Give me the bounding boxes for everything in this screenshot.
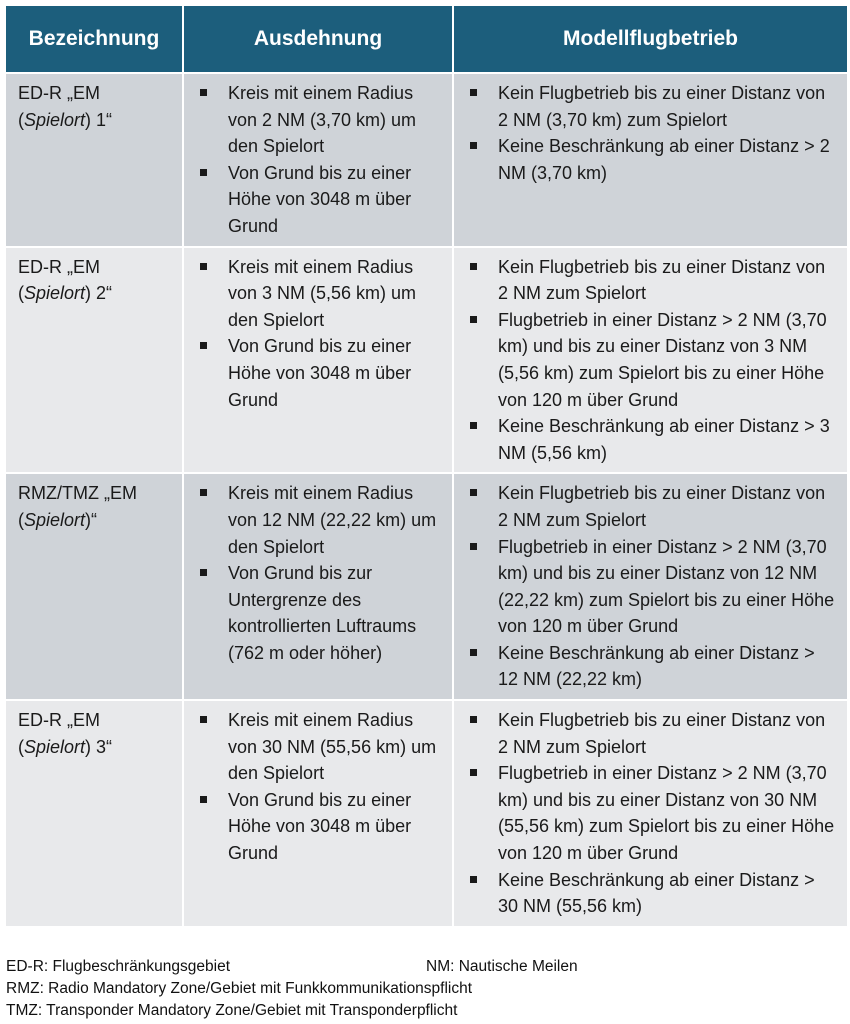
operation-cell [453, 247, 848, 474]
table-row [5, 73, 848, 247]
list-item: Kreis mit einem Radius von 2 NM (3,70 km) um den Spielort [196, 80, 444, 160]
list-item: Kein Flugbetrieb bis zu einer Distanz von 2 NM (3,70 km) zum Spielort [466, 80, 839, 133]
table-row [5, 247, 848, 474]
extent-cell [183, 247, 453, 474]
list-item: Keine Beschränkung ab einer Distanz > 12 NM (22,22 km) [466, 640, 839, 693]
zone-name-prefix: ED-R „EM ( [18, 256, 100, 304]
zone-name-suffix: ) 3“ [85, 736, 113, 757]
extent-cell [183, 73, 453, 247]
zone-name-cell [5, 247, 183, 474]
list-item: Kreis mit einem Radius von 12 NM (22,22 km) um den Spielort [196, 480, 444, 560]
footnote-rmz: RMZ: Radio Mandatory Zone/Gebiet mit Funkkommunikationspflicht [6, 980, 473, 997]
list-item: Flugbetrieb in einer Distanz > 2 NM (3,70 km) und bis zu einer Distanz von 30 NM (55,56 km) zum Spielort bis zu einer Höhe von 120 m über Grund [466, 760, 839, 866]
operation-cell [453, 700, 848, 927]
list-item: Von Grund bis zur Untergrenze des kontrollierten Luftraums (762 m oder höher) [196, 560, 444, 666]
zone-name-suffix: ) 1“ [85, 109, 113, 130]
header-ausdehnung: Ausdehnung [183, 5, 453, 73]
extent-cell [183, 700, 453, 927]
zone-name-prefix: ED-R „EM ( [18, 83, 100, 130]
header-modellflugbetrieb: Modellflugbetrieb [453, 5, 848, 73]
list-item: Von Grund bis zu einer Höhe von 3048 m über Grund [196, 333, 444, 413]
list-item: Kein Flugbetrieb bis zu einer Distanz von 2 NM zum Spielort [466, 480, 839, 533]
zone-name-italic: Spielort [24, 283, 86, 304]
zone-name-cell [5, 73, 183, 247]
list-item: Flugbetrieb in einer Distanz > 2 NM (3,70 km) und bis zu einer Distanz von 12 NM (22,22 km) zum Spielort bis zu einer Höhe von 120 m über Grund [466, 534, 839, 640]
operation-cell [453, 73, 848, 247]
zone-name-prefix: ED-R „EM ( [18, 710, 100, 757]
list-item: Von Grund bis zu einer Höhe von 3048 m über Grund [196, 160, 444, 240]
header-row [5, 5, 848, 73]
zone-name-suffix: )“ [85, 509, 98, 530]
zone-name-suffix: ) 2“ [85, 283, 113, 304]
airspace-table [4, 4, 849, 928]
operation-cell [453, 473, 848, 700]
extent-cell [183, 473, 453, 700]
list-item: Keine Beschränkung ab einer Distanz > 30 NM (55,56 km) [466, 867, 839, 920]
zone-name-cell [5, 700, 183, 927]
list-item: Keine Beschränkung ab einer Distanz > 3 NM (5,56 km) [466, 413, 839, 466]
footnotes [6, 956, 846, 1022]
zone-name-italic: Spielort [24, 509, 86, 530]
zone-name-cell [5, 473, 183, 700]
header-bezeichnung: Bezeichnung [5, 5, 183, 73]
zone-name-italic: Spielort [24, 736, 86, 757]
footnote-nm: NM: Nautische Meilen [426, 958, 578, 975]
footnote-line [6, 956, 846, 978]
zone-name-italic: Spielort [24, 109, 86, 130]
list-item: Flugbetrieb in einer Distanz > 2 NM (3,70 km) und bis zu einer Distanz von 3 NM (5,56 km) zum Spielort bis zu einer Höhe von 120 m über Grund [466, 307, 839, 413]
list-item: Kein Flugbetrieb bis zu einer Distanz von 2 NM zum Spielort [466, 254, 839, 307]
table-row [5, 473, 848, 700]
list-item: Kreis mit einem Radius von 30 NM (55,56 km) um den Spielort [196, 707, 444, 787]
footnote-tmz: TMZ: Transponder Mandatory Zone/Gebiet mit Transponderpflicht [6, 1002, 458, 1019]
list-item: Kreis mit einem Radius von 3 NM (5,56 km) um den Spielort [196, 254, 444, 334]
list-item: Von Grund bis zu einer Höhe von 3048 m über Grund [196, 787, 444, 867]
list-item: Keine Beschränkung ab einer Distanz > 2 NM (3,70 km) [466, 133, 839, 186]
footnote-edr: ED-R: Flugbeschränkungsgebiet [6, 958, 231, 975]
list-item: Kein Flugbetrieb bis zu einer Distanz von 2 NM zum Spielort [466, 707, 839, 760]
table-row [5, 700, 848, 927]
zone-name-prefix: RMZ/TMZ „EM ( [18, 483, 137, 530]
